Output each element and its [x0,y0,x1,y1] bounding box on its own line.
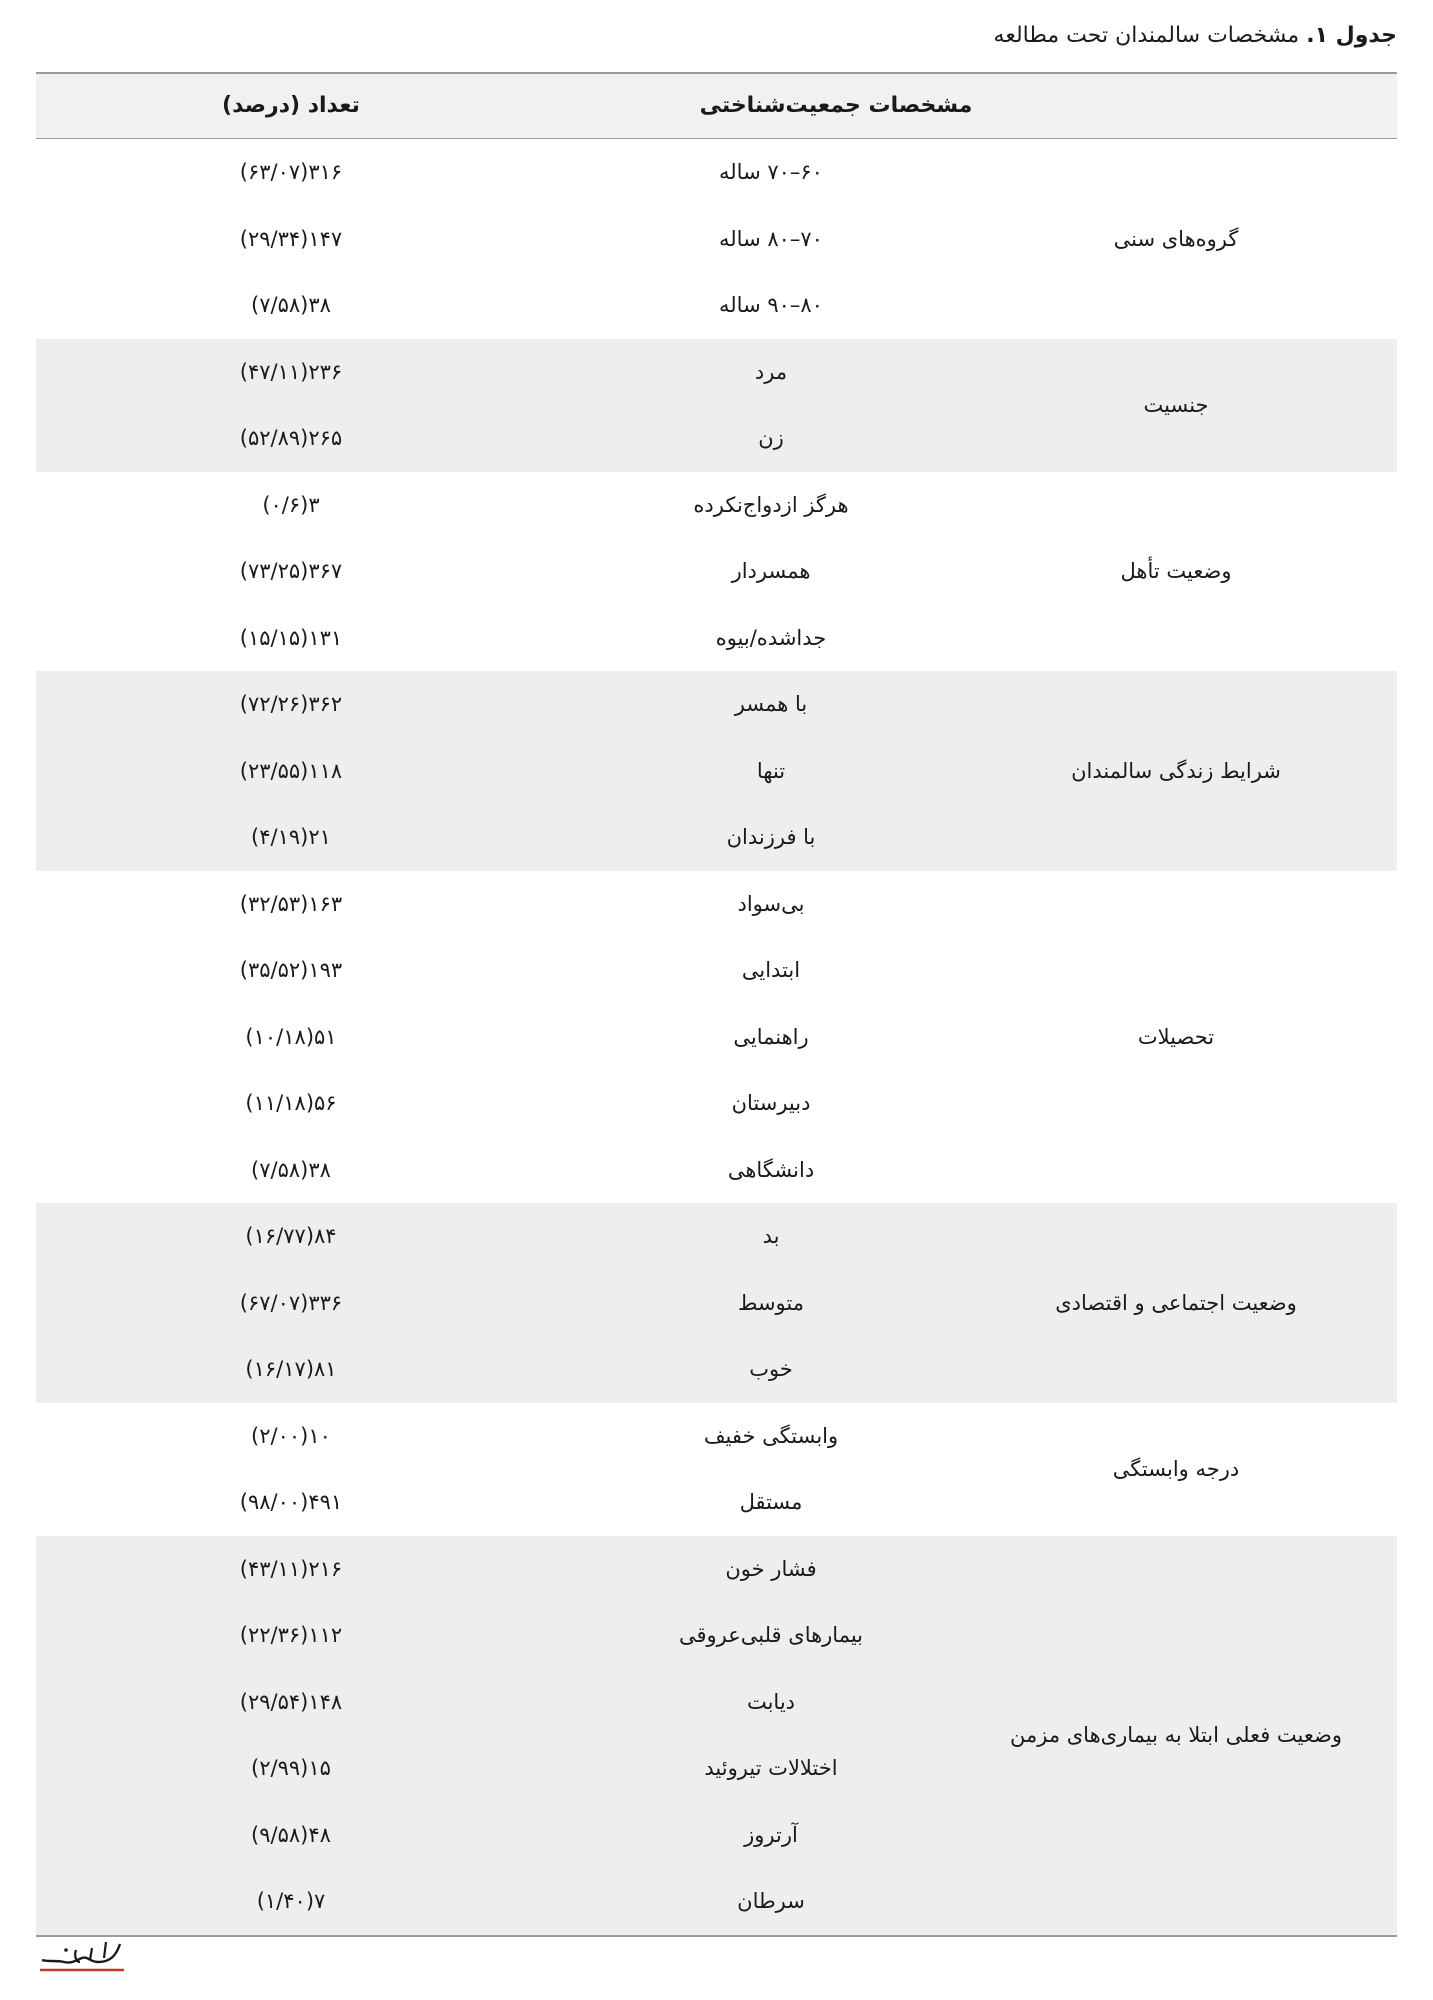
row-label: ۸۰–۹۰ ساله [719,293,823,317]
row-label: اختلالات تیروئید [704,1756,838,1780]
group-label: درجه وابستگی [1112,1457,1240,1481]
row-label: دانشگاهی [727,1157,815,1182]
group-label: وضعیت فعلی ابتلا به بیماری‌های مزمن [1010,1723,1342,1747]
row-label: تنها [756,758,786,783]
row-count: ۴۸(۹/۵۸) [251,1822,331,1847]
table-body [36,139,1397,1935]
group-label: گروه‌های سنی [1113,226,1239,251]
row-group [36,1536,1397,1935]
table-row [36,1868,1397,1935]
row-count: ۳(۰/۶) [262,492,320,517]
row-label: وابستگی خفیف [703,1423,839,1448]
row-group [36,339,1397,472]
row-group [36,871,1397,1204]
row-count: ۱۱۲(۲۲/۳۶) [239,1623,343,1647]
table-row [36,1004,1397,1071]
group-label: وضعیت اجتماعی و اقتصادی [1055,1290,1297,1315]
row-label: همسردار [731,559,811,583]
row-group [36,139,1397,339]
row-count: ۲۱(۴/۱۹) [251,825,331,849]
row-label: ۷۰–۸۰ ساله [719,226,823,251]
row-group [36,1403,1397,1536]
table-row [36,1336,1397,1403]
row-count: ۳۸(۷/۵۸) [251,293,331,317]
group-label: شرایط زندگی سالمندان [1071,758,1281,783]
row-label: راهنمایی [733,1024,809,1049]
row-label: متوسط [738,1290,804,1315]
row-count: ۷(۱/۴۰) [256,1889,326,1913]
table-row [36,1403,1397,1470]
table-row [36,1070,1397,1137]
row-label: جداشده/بیوه [715,625,827,650]
group-label: وضعیت تأهل [1120,559,1232,584]
table-row [36,139,1397,206]
row-count: ۱۹۳(۳۵/۵۲) [239,958,343,982]
row-label: مرد [754,359,788,384]
table-row [36,605,1397,672]
row-count: ۴۹۱(۹۸/۰۰) [239,1490,343,1514]
table-caption [994,20,1397,52]
row-label: دبیرستان [731,1091,811,1115]
row-label: زن [758,426,784,450]
row-count: ۵۶(۱۱/۱۸) [245,1091,337,1115]
row-group [36,472,1397,672]
row-count: ۱۶۳(۳۲/۵۳) [239,891,343,916]
row-count: ۸۴(۱۶/۷۷) [245,1224,337,1248]
row-count: ۲۳۶(۴۷/۱۱) [239,359,343,384]
row-group [36,1203,1397,1403]
row-label: بیمارهای قلبی‌عروقی [678,1623,864,1647]
table-row [36,738,1397,805]
group-label: جنسیت [1143,393,1209,417]
row-count: ۳۳۶(۶۷/۰۷) [239,1290,343,1315]
table-row [36,671,1397,738]
row-label: هرگز ازدواج‌نکرده [693,492,849,517]
row-label: آرتروز [744,1822,798,1847]
table-row [36,1669,1397,1736]
row-count: ۱۳۱(۱۵/۱۵) [239,625,343,650]
journal-logo [36,1936,126,1976]
group-label: تحصیلات [1137,1024,1215,1049]
row-count: ۱۴۷(۲۹/۳۴) [239,226,343,251]
row-count: ۳۱۶(۶۳/۰۷) [239,160,343,184]
demographics-table [36,72,1397,1937]
row-label: با همسر [734,692,808,716]
row-count: ۸۱(۱۶/۱۷) [245,1357,337,1381]
table-row [36,871,1397,938]
row-count: ۳۸(۷/۵۸) [251,1157,331,1182]
table-row [36,272,1397,339]
table-row [36,1203,1397,1270]
row-label: مستقل [739,1490,803,1514]
table-row [36,538,1397,605]
header-characteristics: مشخصات جمعیت‌شناختی [699,93,973,118]
row-count: ۱۴۸(۲۹/۵۴) [239,1689,343,1714]
row-label: خوب [749,1357,793,1381]
row-group [36,671,1397,871]
row-label: دیابت [746,1689,796,1714]
table-row [36,405,1397,472]
table-caption-text: مشخصات سالمندان تحت مطالعه [993,23,1300,48]
row-label: بد [762,1224,780,1248]
table-row [36,1735,1397,1802]
row-label: با فرزندان [726,825,816,849]
row-label: سرطان [737,1889,805,1913]
row-count: ۵۱(۱۰/۱۸) [245,1024,337,1049]
table-row [36,1602,1397,1669]
table-row [36,1536,1397,1603]
row-count: ۱۵(۲/۹۹) [251,1756,331,1780]
row-label: بی‌سواد [737,891,805,916]
row-count: ۱۰(۲/۰۰) [251,1423,331,1448]
table-header [36,74,1397,138]
row-label: فشار خون [725,1556,817,1581]
table-row [36,206,1397,273]
row-count: ۱۱۸(۲۳/۵۵) [239,758,343,783]
header-count: تعداد (درصد) [222,93,360,118]
table-row [36,804,1397,871]
row-count: ۲۱۶(۴۳/۱۱) [239,1556,343,1581]
table-row [36,937,1397,1004]
row-count: ۲۶۵(۵۲/۸۹) [239,426,343,450]
row-label: ابتدایی [741,958,801,982]
table-row [36,1270,1397,1337]
row-count: ۳۶۷(۷۳/۲۵) [239,559,343,583]
table-row [36,1137,1397,1204]
row-label: ۶۰–۷۰ ساله [719,160,823,184]
table-row [36,1802,1397,1869]
table-row [36,472,1397,539]
row-count: ۳۶۲(۷۲/۲۶) [239,692,343,716]
table-caption-label: جدول ۱. [1306,23,1397,48]
table-row [36,339,1397,406]
table-row [36,1469,1397,1536]
table-bottom-rule [36,1935,1397,1937]
